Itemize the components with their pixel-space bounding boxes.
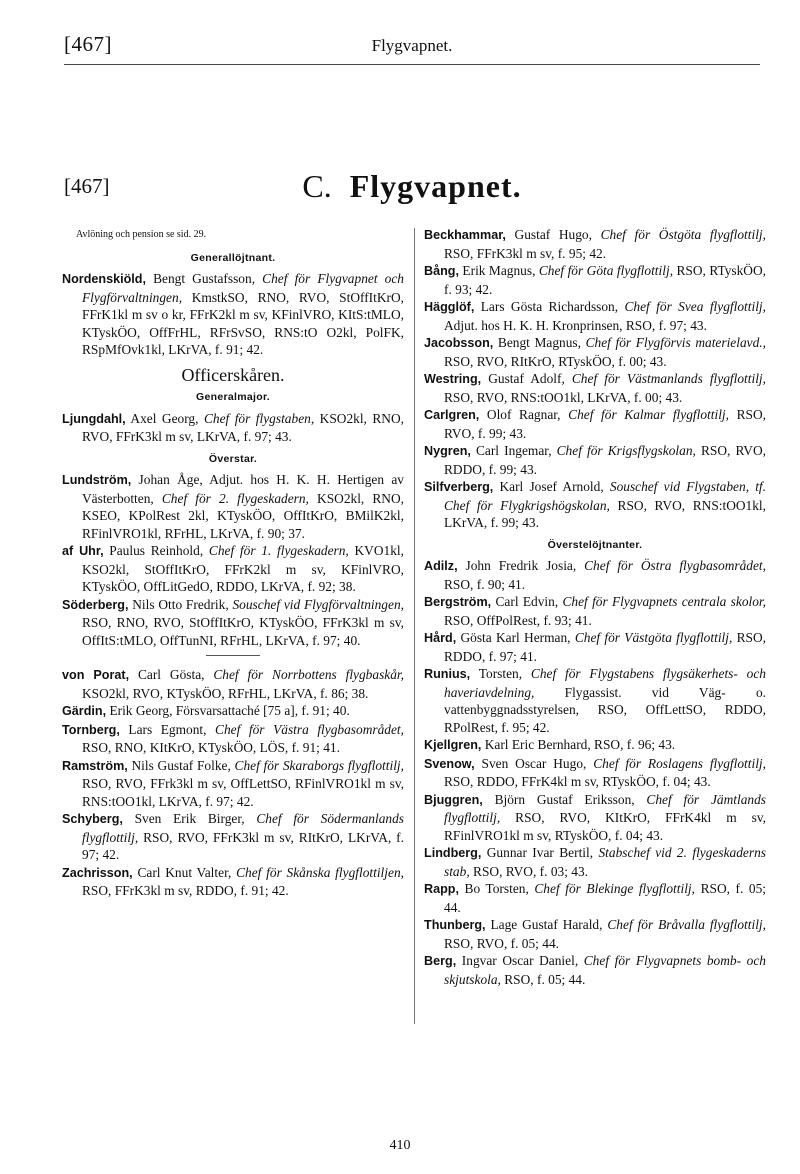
officer-decorations: Adjut. hos H. K. H. Kronprinsen, RSO, f. 97; 43. xyxy=(444,317,707,333)
officer-position: Chef för Skaraborgs flygflottilj, xyxy=(234,757,404,773)
rank-heading: Överstelöjtnanter. xyxy=(547,538,643,551)
officer-surname: Ramström, xyxy=(62,758,128,773)
officer-position: Chef för 1. flygeskadern, xyxy=(208,543,349,558)
officer-surname: Runius, xyxy=(424,667,471,681)
officer-given-names: Carl Knut Valter, xyxy=(132,864,237,880)
officer-position: Chef för Svea flygflottilj, xyxy=(624,299,766,314)
officer-decorations: RSO, RVO, FFrk3kl m sv, OffLettSO, RFinlVRO1kl m sv, RNS:tOO1kl, LKrVA, f. 97; 42. xyxy=(82,776,404,809)
running-head-page-ref: [467] xyxy=(64,32,112,56)
officer-entry xyxy=(62,864,404,900)
officer-entry xyxy=(62,270,404,359)
corps-heading: Officerskåren. xyxy=(181,364,285,385)
officer-decorations: RSO, RVO, FFrK3kl m sv, RItKrO, LKrVA, f. 97; 42. xyxy=(82,829,404,862)
officer-position: Chef för Södermanlands flygflottilj, xyxy=(82,811,404,845)
officer-surname: Thunberg, xyxy=(424,918,486,932)
officer-surname: Bergström, xyxy=(424,595,492,609)
officer-surname: Svenow, xyxy=(424,756,475,771)
officer-entry xyxy=(424,334,766,370)
officer-entry xyxy=(424,665,766,736)
officer-surname: Söderberg, xyxy=(62,597,129,612)
officer-given-names: Björn Gustaf Eriksson, xyxy=(482,791,647,807)
officer-position: Chef för Flygvapnets centrala skolor, xyxy=(562,594,767,609)
column-divider xyxy=(414,228,415,1024)
officer-entry xyxy=(62,757,404,811)
section-letter: C. xyxy=(302,168,332,204)
officer-surname: Berg, xyxy=(424,954,457,968)
officer-surname: Bjuggren, xyxy=(424,792,483,807)
officer-decorations: KSO2kl, RVO, KTyskÖO, RFrHL, LKrVA, f. 86; 38. xyxy=(82,685,369,701)
officer-decorations: KSO2kl, RNO, RVO, FFrK3kl m sv, LKrVA, f. 97; 43. xyxy=(82,410,404,444)
officer-entry xyxy=(424,593,766,629)
officer-surname: Bång, xyxy=(424,264,459,278)
officer-entry xyxy=(424,736,766,755)
officer-decorations: RSO, RVO, RNS:tOO1kl, LKrVA, f. 00; 43. xyxy=(444,389,683,405)
officer-decorations: RSO, f. 05; 44. xyxy=(500,971,586,987)
header-rule xyxy=(64,64,760,65)
officer-position: Chef för Flygvapnet och Flygförvaltningen, xyxy=(82,271,405,305)
officer-given-names: Bo Torsten, xyxy=(458,881,535,896)
officer-given-names: John Fredrik Josia, xyxy=(457,558,585,573)
officer-surname: af Uhr, xyxy=(62,544,104,558)
officer-entry xyxy=(62,471,404,542)
left-entries xyxy=(62,250,404,900)
officer-position: Chef för flygstaben, xyxy=(203,410,315,426)
officer-position: Chef för Kalmar flygflottilj, xyxy=(568,407,729,422)
officer-position: Chef för Flygförvis materielavd., xyxy=(585,335,766,350)
officer-entry xyxy=(424,880,766,916)
officer-position: Chef för 2. flygeskadern, xyxy=(161,490,309,506)
officer-entry xyxy=(62,410,404,446)
officer-given-names: Carl Gösta, xyxy=(129,667,214,682)
officer-position: Chef för Västgöta flygflottilj, xyxy=(574,630,733,645)
officer-decorations: RSO, FFrK3kl m sv, f. 95; 42. xyxy=(444,245,607,261)
running-head-title: Flygvapnet. xyxy=(371,36,453,55)
officer-position: Souschef vid Flygstaben, tf. Chef för Flygkrigshögskolan, xyxy=(444,479,767,513)
page-number: 410 xyxy=(389,1138,411,1153)
right-column xyxy=(424,226,766,988)
officer-position: Chef för Västra flygbasområdet, xyxy=(215,721,404,737)
rank-heading: Generallöjtnant. xyxy=(190,251,276,264)
officer-surname: Adilz, xyxy=(424,559,458,573)
officer-entry xyxy=(424,370,766,406)
officer-given-names: Carl Ingemar, xyxy=(470,443,557,458)
officer-given-names: Erik Georg, Försvarsattaché [75 a], f. 91; 40. xyxy=(106,703,350,718)
rank-heading: Generalmajor. xyxy=(196,391,270,403)
pension-note: Avlöning och pension se sid. 29. xyxy=(76,229,207,240)
officer-entry xyxy=(62,542,404,596)
officer-surname: Hägglöf, xyxy=(424,300,475,314)
officer-decorations: RSO, RVO, RNS:tOO1kl, LKrVA, f. 99; 43. xyxy=(444,497,767,530)
running-head xyxy=(64,32,760,62)
officer-entry xyxy=(424,629,766,665)
section-title xyxy=(64,168,760,205)
officer-given-names: Axel Georg, xyxy=(125,410,204,426)
officer-position: Chef för Östgöta flygflottilj, xyxy=(600,227,766,242)
officer-decorations: RSO, RVO, f. 99; 43. xyxy=(444,407,766,441)
officer-decorations: RSO, RVO, KItKrO, FFrK4kl m sv, RFinlVRO1kl m sv, RTyskÖO, f. 04; 43. xyxy=(444,810,766,843)
officer-entry xyxy=(424,298,766,334)
officer-given-names: Lage Gustaf Harald, xyxy=(485,917,608,932)
officer-decorations: RSO, RTyskÖO, f. 93; 42. xyxy=(444,263,766,297)
officer-surname: Westring, xyxy=(424,372,482,386)
officer-entry xyxy=(62,596,404,650)
officer-surname: Lindberg, xyxy=(424,846,482,860)
officer-given-names: Johan Åge, Adjut. hos H. K. H. Hertigen av Västerbotten, xyxy=(82,472,404,506)
officer-surname: Ljungdahl, xyxy=(62,411,126,426)
officer-given-names: Nils Otto Fredrik, xyxy=(128,596,233,612)
officer-given-names: Bengt Gustafsson, xyxy=(145,271,263,286)
officer-entry xyxy=(424,442,766,478)
officer-entry xyxy=(424,791,766,845)
officer-surname: Carlgren, xyxy=(424,408,480,422)
officer-position: Chef för Blekinge flygflottilj, xyxy=(534,881,695,896)
section-page-ref: [467] xyxy=(64,174,110,198)
officer-surname: Tornberg, xyxy=(62,722,120,737)
officer-position: Chef för Västmanlands flygflottilj, xyxy=(571,371,767,386)
officer-surname: von Porat, xyxy=(62,668,130,682)
separator-rule xyxy=(206,655,260,656)
officer-entry xyxy=(424,262,766,298)
officer-position: Chef för Roslagens flygflottilj, xyxy=(593,755,767,771)
officer-surname: Schyberg, xyxy=(62,812,123,826)
officer-given-names: Bengt Magnus, xyxy=(493,335,586,350)
officer-decorations: RSO, RVO, f. 03; 43. xyxy=(469,863,589,879)
officer-position: Chef för Östra flygbasområdet, xyxy=(584,558,766,573)
officer-position: Chef för Göta flygflottilj, xyxy=(538,263,674,278)
officer-decorations: RSO, RDDO, f. 97; 41. xyxy=(444,630,766,664)
officer-position: Stabschef vid 2. flygeskaderns stab, xyxy=(444,845,766,879)
officer-entry xyxy=(424,916,766,952)
officer-entry xyxy=(424,557,766,593)
officer-decorations: RSO, RVO, RItKrO, RTyskÖO, f. 00; 43. xyxy=(444,353,667,369)
officer-given-names: Nils Gustaf Folke, xyxy=(127,757,235,773)
officer-given-names: Paulus Reinhold, xyxy=(103,543,209,558)
officer-entry xyxy=(62,721,404,757)
officer-given-names: Erik Magnus, xyxy=(458,263,539,278)
officer-given-names: Karl Eric Bernhard, RSO, f. 96; 43. xyxy=(481,737,676,752)
officer-decorations: RSO, OffPolRest, f. 93; 41. xyxy=(444,612,592,628)
left-column xyxy=(62,226,404,900)
officer-entry xyxy=(424,952,766,988)
officer-given-names: Karl Josef Arnold, xyxy=(493,479,610,494)
officer-decorations: Flygassist. vid Väg- o. vattenbyggnadsstyrelsen, RSO, OffLettSO, RDDO, RPolRest, f. 95; 42. xyxy=(444,684,766,735)
officer-surname: Rapp, xyxy=(424,882,459,896)
officer-position: Chef för Krigsflygskolan, xyxy=(556,443,696,458)
officer-decorations: RSO, f. 05; 44. xyxy=(444,881,767,915)
officer-decorations: RSO, RVO, f. 05; 44. xyxy=(444,935,559,951)
officer-surname: Beckhammar, xyxy=(424,228,506,242)
officer-position: Chef för Norrbottens flygbaskår, xyxy=(213,667,404,682)
officer-surname: Nordenskiöld, xyxy=(62,272,146,286)
officer-decorations: KSO2kl, RNO, KSEO, KPolRest 2kl, KTyskÖO, OffItKrO, BMilK2kl, RFinlVRO1kl, RFrHL, LKrVA, f. 90; 37. xyxy=(82,490,404,541)
right-entries xyxy=(424,226,766,988)
officer-decorations: RSO, RVO, RDDO, f. 99; 43. xyxy=(444,443,766,477)
officer-surname: Silfverberg, xyxy=(424,480,494,494)
officer-entry xyxy=(424,755,766,791)
officer-given-names: Gustaf Adolf, xyxy=(481,371,572,386)
officer-given-names: Olof Ragnar, xyxy=(479,407,569,422)
officer-position: Chef för Jämtlands flygflottilj, xyxy=(444,791,766,825)
officer-given-names: Lars Egmont, xyxy=(119,721,216,737)
officer-given-names: Gösta Karl Herman, xyxy=(456,630,575,645)
officer-decorations: RSO, f. 90; 41. xyxy=(444,576,526,592)
officer-entry xyxy=(424,226,766,262)
officer-given-names: Lars Gösta Richardsson, xyxy=(474,299,625,314)
officer-surname: Nygren, xyxy=(424,444,471,458)
officer-entry xyxy=(424,478,766,532)
officer-entry xyxy=(62,702,404,721)
section-heading xyxy=(64,168,760,208)
officer-surname: Kjellgren, xyxy=(424,738,482,752)
officer-entry xyxy=(424,406,766,442)
officer-decorations: RSO, RNO, KItKrO, KTyskÖO, LÖS, f. 91; 41. xyxy=(82,740,340,755)
officer-position: Chef för Skånska flygflottiljen, xyxy=(236,864,404,880)
officer-position: Chef för Flygstabens flygsäkerhets- och haveriavdelning, xyxy=(444,666,766,700)
officer-given-names: Gunnar Ivar Bertil, xyxy=(481,845,599,860)
officer-decorations: KVO1kl, KSO2kl, StOffItKrO, FFrK2kl m sv, KFinlVRO, KTyskÖO, OffLitGedO, RDDO, LKrVA, f. 92; 38. xyxy=(82,543,404,594)
officer-given-names: Carl Edvin, xyxy=(491,594,563,609)
officer-decorations: KmstkSO, RNO, RVO, StOffItKrO, FFrK1kl m sv o kr, FFrK2kl m sv, KFinlVRO, KItS:tMLO, KTyskÖO, OffFrHL, RFrSvSO, RNS:tO O2kl, PolFK, RSpMfOvk1kl, LKrVA, f. 91; 42. xyxy=(82,289,404,357)
section-title-text: Flygvapnet. xyxy=(349,168,522,204)
officer-decorations: RSO, FFrK3kl m sv, RDDO, f. 91; 42. xyxy=(82,883,289,898)
rank-heading: Överstar. xyxy=(208,452,258,465)
officer-entry xyxy=(424,844,766,880)
officer-entry xyxy=(62,810,404,864)
officer-decorations: RSO, RNO, RVO, StOffItKrO, KTyskÖO, FFrK3kl m sv, OffItS:tMLO, OffTunNI, RFrHL, LKrVA, f. 97; 40. xyxy=(82,615,404,648)
officer-given-names: Torsten, xyxy=(470,666,531,681)
officer-given-names: Sven Oscar Hugo, xyxy=(474,755,594,771)
officer-surname: Gärdin, xyxy=(62,704,107,718)
officer-given-names: Ingvar Oscar Daniel, xyxy=(456,953,584,968)
officer-entry xyxy=(62,666,404,702)
officer-surname: Hård, xyxy=(424,631,457,645)
officer-surname: Jacobsson, xyxy=(424,336,494,350)
officer-given-names: Sven Erik Birger, xyxy=(122,811,257,826)
officer-given-names: Gustaf Hugo, xyxy=(505,227,601,242)
officer-position: Chef för Flygvapnets bomb- och skjutskola, xyxy=(444,953,766,987)
officer-decorations: RSO, RDDO, FFrK4kl m sv, RTyskÖO, f. 04; 43. xyxy=(444,774,711,789)
officer-surname: Lundström, xyxy=(62,473,132,487)
officer-position: Chef för Bråvalla flygflottilj, xyxy=(607,917,766,932)
officer-surname: Zachrisson, xyxy=(62,865,133,880)
officer-position: Souschef vid Flygförvaltningen, xyxy=(232,596,404,612)
